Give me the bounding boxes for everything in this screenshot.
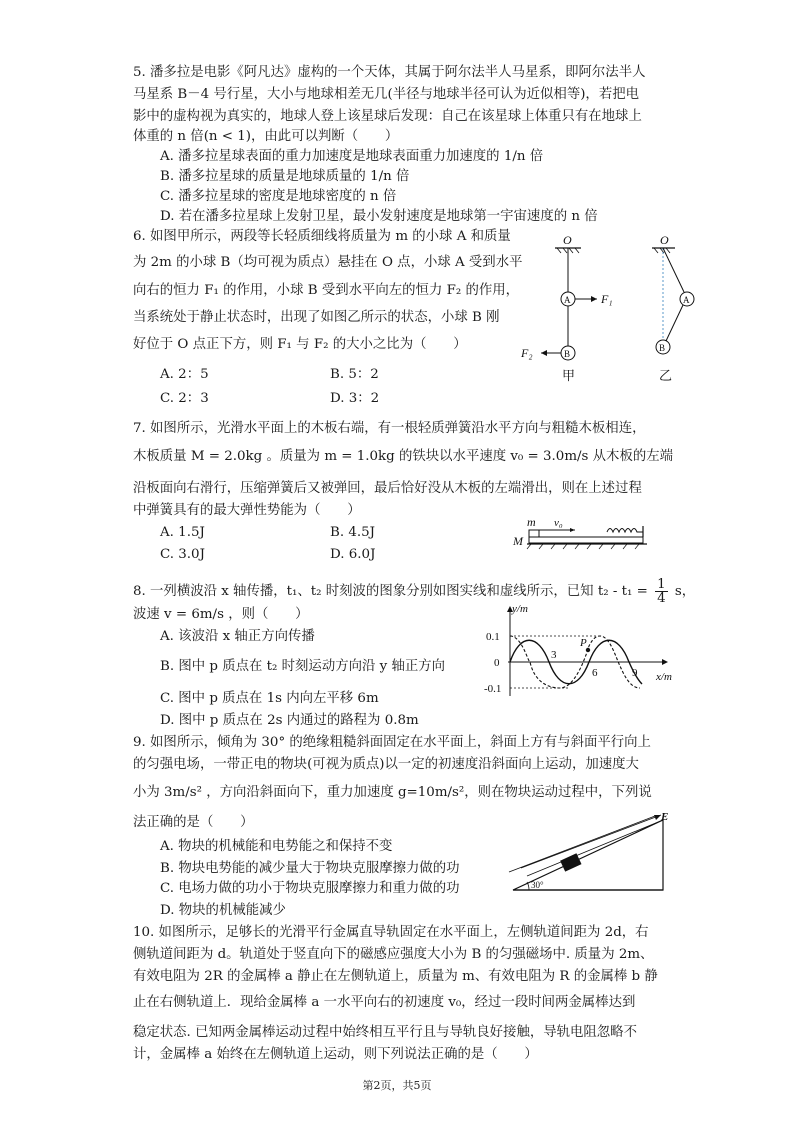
q6-stem-line-2: 为 2m 的小球 B（均可视为质点）悬挂在 O 点，小球 A 受到水平 (133, 255, 523, 270)
q8-fraction-numerator: 1 (657, 577, 666, 592)
q6-stem-line-4: 当系统处于静止状态时，出现了如图乙所示的状态，小球 B 刚 (133, 310, 500, 325)
q10-stem-line-4: 止在右侧轨道上．现给金属棒 a 一水平向右的初速度 v₀，经过一段时间两金属棒达到 (133, 995, 636, 1010)
q8-wave-figure (480, 600, 680, 700)
q7-stem-line-2: 木板质量 M = 2.0kg 。质量为 m = 1.0kg 的铁块以水平速度 v₀ = 3.0m/s 从木板的左端 (133, 449, 674, 464)
q7-label-big-m: M (513, 534, 523, 548)
q8-fraction-denominator: 4 (657, 591, 666, 606)
q6-stem-line-3: 向右的恒力 F₁ 的作用，小球 B 受到水平向左的恒力 F₂ 的作用， (133, 283, 520, 298)
q6-label-a-right: A (683, 295, 690, 305)
q6-stem-line-1: 6. 如图甲所示，两段等长轻质细线将质量为 m 的小球 A 和质量 (133, 229, 511, 244)
q10-stem-line-2: 侧轨道间距为 d。轨道处于竖直向下的磁感应强度大小为 B 的匀强磁场中. 质量为 2m、 (133, 947, 654, 962)
q7-option-d: D. 6.0J (330, 547, 376, 562)
q6-option-a: A. 2：5 (160, 367, 209, 382)
q7-label-m: m (527, 515, 536, 529)
q5-stem-line-1: 5. 潘多拉是电影《阿凡达》虚构的一个天体，其属于阿尔法半人马星系，即阿尔法半人 (133, 65, 646, 80)
q5-option-d: D. 若在潘多拉星球上发射卫星，最小发射速度是地球第一宇宙速度的 n 倍 (160, 209, 598, 224)
q8-tick-9: 9 (632, 667, 638, 679)
q6-figure (515, 232, 715, 392)
q9-stem-line-2: 的匀强电场，一带正电的物块(可视为质点)以一定的初速度沿斜面向上运动，加速度大 (133, 757, 639, 772)
q8-tick-neg: -0.1 (484, 683, 502, 695)
q8-option-b: B. 图中 p 质点在 t₂ 时刻运动方向沿 y 轴正方向 (160, 659, 446, 674)
q10-stem-line-5: 稳定状态. 已知两金属棒运动过程中始终相互平行且与导轨良好接触，导轨电阻忽略不 (133, 1025, 637, 1040)
q6-option-b: B. 5：2 (330, 367, 379, 382)
q6-label-f2: F₂ (521, 346, 533, 360)
q8-stem-line-2: 波速 v = 6m/s ，则（ ） (133, 607, 309, 622)
q6-label-o-left: O (563, 233, 572, 247)
q9-stem-line-3: 小为 3m/s² ，方向沿斜面向下，重力加速度 g=10m/s²，则在物块运动过程中，下列说 (133, 785, 652, 800)
q5-option-b: B. 潘多拉星球的质量是地球质量的 1/n 倍 (160, 169, 410, 184)
q6-label-b-left: B (564, 349, 571, 359)
q9-stem-line-1: 9. 如图所示，倾角为 30° 的绝缘粗糙斜面固定在水平面上，斜面上方有与斜面平行向上 (133, 735, 651, 750)
q5-stem-line-4: 体重的 n 倍(n < 1)，由此可以判断（ ） (133, 129, 399, 144)
q10-stem-line-1: 10. 如图所示，足够长的光滑平行金属直导轨固定在水平面上，左侧轨道间距为 2d，右 (133, 925, 649, 940)
q8-tick-6: 6 (592, 667, 598, 679)
q8-axis-x-label: x/m (656, 671, 672, 683)
q7-option-c: C. 3.0J (160, 547, 205, 562)
q8-fraction-unit: s， (674, 584, 696, 599)
q7-option-b: B. 4.5J (330, 525, 376, 540)
q9-label-e: E (661, 812, 669, 823)
q8-axis-y-label: y/m (512, 603, 528, 615)
page-number-footer: 第2页，共5页 (362, 1079, 432, 1092)
q6-caption-left: 甲 (562, 368, 576, 383)
q8-option-c: C. 图中 p 质点在 1s 内向左平移 6m (160, 691, 379, 706)
q8-tick-pos: 0.1 (486, 631, 500, 643)
q6-option-c: C. 2：3 (160, 391, 209, 406)
q8-label-p: P (580, 637, 587, 649)
q6-figure-right (652, 233, 694, 383)
q8-tick-3: 3 (551, 649, 557, 661)
q6-label-a-left: A (564, 295, 571, 305)
q10-stem-line-6: 计，金属棒 a 始终在左侧轨道上运动，则下列说法正确的是（ ） (133, 1047, 538, 1062)
q6-caption-right: 乙 (659, 368, 673, 383)
q6-label-f1: F₁ (601, 292, 613, 306)
q6-option-d: D. 3：2 (330, 391, 380, 406)
q9-incline-figure (505, 812, 675, 894)
q5-stem-line-2: 马星系 B－4 号行星，大小与地球相差无几(半径与地球半径可认为近似相等)，若把电 (133, 87, 639, 102)
q8-option-d: D. 图中 p 质点在 2s 内通过的路程为 0.8m (160, 713, 419, 728)
q9-stem-line-4: 法正确的是（ ） (133, 815, 254, 830)
q9-option-d: D. 物块的机械能减少 (160, 903, 286, 918)
q8-tick-zero: 0 (494, 657, 500, 669)
q6-label-o-right: O (660, 233, 669, 247)
q6-figure-left (520, 233, 613, 383)
q10-stem-line-3: 有效电阻为 2R 的金属棒 a 静止在左侧轨道上，质量为 m、有效电阻为 R 的金属棒 b 静 (133, 969, 658, 984)
q9-option-b: B. 物块电势能的减少量大于物块克服摩擦力做的功 (160, 861, 460, 876)
q9-option-c: C. 电场力做的功小于物块克服摩擦力和重力做的功 (160, 881, 460, 896)
q7-option-a: A. 1.5J (160, 525, 205, 540)
q7-figure (505, 512, 665, 554)
q5-option-c: C. 潘多拉星球的密度是地球密度的 n 倍 (160, 189, 397, 204)
q8-option-a: A. 该波沿 x 轴正方向传播 (160, 629, 315, 644)
q8-stem-text: 8. 一列横波沿 x 轴传播，t₁、t₂ 时刻波的图象分别如图实线和虚线所示，已知 t₂ - t₁ = (133, 584, 648, 599)
q6-stem-line-5: 好位于 O 点正下方，则 F₁ 与 F₂ 的大小之比为（ ） (133, 337, 467, 352)
q5-option-a: A. 潘多拉星球表面的重力加速度是地球表面重力加速度的 1/n 倍 (160, 149, 544, 164)
q7-stem-line-1: 7. 如图所示，光滑水平面上的木板右端，有一根轻质弹簧沿水平方向与粗糙木板相连， (133, 421, 646, 436)
q5-stem-line-3: 影中的虚构视为真实的，地球人登上该星球后发现：自己在该星球上体重只有在地球上 (133, 109, 642, 124)
q9-label-angle: 30° (531, 880, 544, 890)
q7-stem-line-4: 中弹簧具有的最大弹性势能为（ ） (133, 503, 361, 518)
q9-option-a: A. 物块的机械能和电势能之和保持不变 (160, 839, 393, 854)
q7-label-v0: v₀ (554, 517, 563, 529)
q6-label-b-right: B (659, 343, 666, 353)
q7-stem-line-3: 沿板面向右滑行，压缩弹簧后又被弹回，最后恰好没从木板的左端滑出，则在上述过程 (133, 481, 642, 496)
